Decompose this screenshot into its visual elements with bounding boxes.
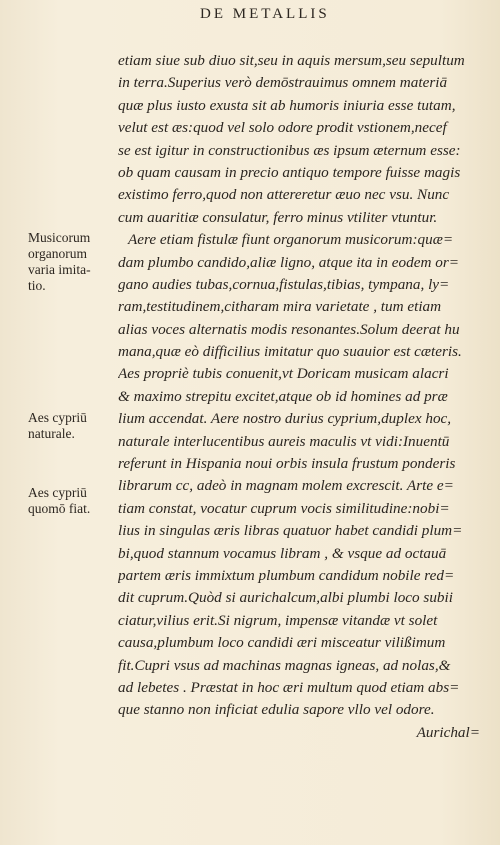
margin-note-line: naturale. (28, 426, 75, 441)
text-line: quæ plus iusto exusta sit ab humoris iniuria esse tutam, (118, 96, 456, 114)
text-line: Aes propriè tubis conuenit,vt Doricam musicam alacri (118, 365, 449, 383)
text-line: velut est æs:quod vel solo odore prodit vstionem,necef (118, 119, 447, 137)
margin-note-line: varia imita- (28, 262, 91, 277)
text-line: bi,quod stannum vocamus libram , & vsque ad octauā (118, 544, 447, 562)
margin-note-aes-quomodo (28, 485, 120, 517)
text-line: causa,plumbum loco candidi æri misceatur vilißimum (118, 634, 446, 652)
margin-note-aes-naturale (28, 410, 120, 442)
text-line: in terra.Superius verò demōstrauimus omnem materiā (118, 74, 448, 92)
text-line: cum auaritiæ consulatur, ferro minus vtiliter vtuntur. (118, 208, 438, 226)
text-line: gano audies tubas,cornua,fistulas,tibias, tympana, ly= (118, 275, 450, 293)
margin-note-line: Aes cypriū (28, 410, 87, 425)
catchword: Aurichal= (416, 723, 480, 741)
text-line: naturale interlucentibus aureis maculis vt vidi:Inuentū (118, 432, 450, 450)
text-line: partem æris immixtum plumbum candidum nobile red= (118, 566, 455, 584)
text-line: alias voces alternatis modis resonantes.Solum deerat hu (118, 320, 460, 338)
text-line: lius in singulas æris libras quatuor habet candidi plum= (118, 522, 463, 540)
text-line: fit.Cupri vsus ad machinas magnas igneas, ad nolas,& (118, 656, 451, 674)
text-line: tiam constat, vocatur cuprum vocis similitudine:nobi= (118, 499, 450, 517)
margin-note-line: tio. (28, 278, 46, 293)
text-line: librarum cc, adeò in magnam molem excrescit. Arte e= (118, 477, 454, 495)
margin-note-line: quomō fiat. (28, 501, 91, 516)
margin-note-line: Aes cypriū (28, 485, 87, 500)
text-line: lium accendat. Aere nostro durius cyprium,duplex hoc, (118, 410, 452, 428)
text-line: Aere etiam fistulæ fiunt organorum musicorum:quæ= (128, 231, 454, 249)
body-text (118, 50, 488, 744)
margin-note-line: Musicorum (28, 230, 91, 245)
text-line: se est igitur in constructionibus æs ipsum æternum esse: (118, 141, 461, 159)
text-line: & maximo strepitu excitet,atque ob id homines ad præ (118, 387, 448, 405)
running-head: DE METALLIS (200, 6, 330, 22)
text-line: dam plumbo candido,aliæ ligno, atque ita in eodem or= (118, 253, 459, 271)
margin-note-line: organorum (28, 246, 87, 261)
text-line: ad lebetes . Præstat in hoc æri multum quod etiam abs= (118, 678, 460, 696)
text-line: dit cuprum.Quòd si aurichalcum,albi plumbi loco subii (118, 589, 453, 607)
text-line: etiam siue sub diuo sit,seu in aquis mersum,seu sepultum (118, 52, 465, 69)
text-line: que stanno non inficiat edulia sapore vllo vel odore. (118, 701, 435, 719)
margin-note-musicorum (28, 230, 120, 294)
text-line: existimo ferro,quod non attereretur æuo nec vsu. Nunc (118, 186, 450, 204)
text-line: mana,quæ eò difficilius imitatur quo suauior est cæteris. (118, 343, 462, 361)
text-line: referunt in Hispania noui orbis insula frustum ponderis (118, 455, 456, 473)
text-line: ob quam causam in precio antiquo tempore fuisse magis (118, 163, 461, 181)
text-line: ram,testitudinem,citharam mira varietate , tum etiam (118, 298, 442, 316)
text-line: ciatur,vilius erit.Si nigrum, impensæ vitandæ vt solet (118, 611, 438, 629)
